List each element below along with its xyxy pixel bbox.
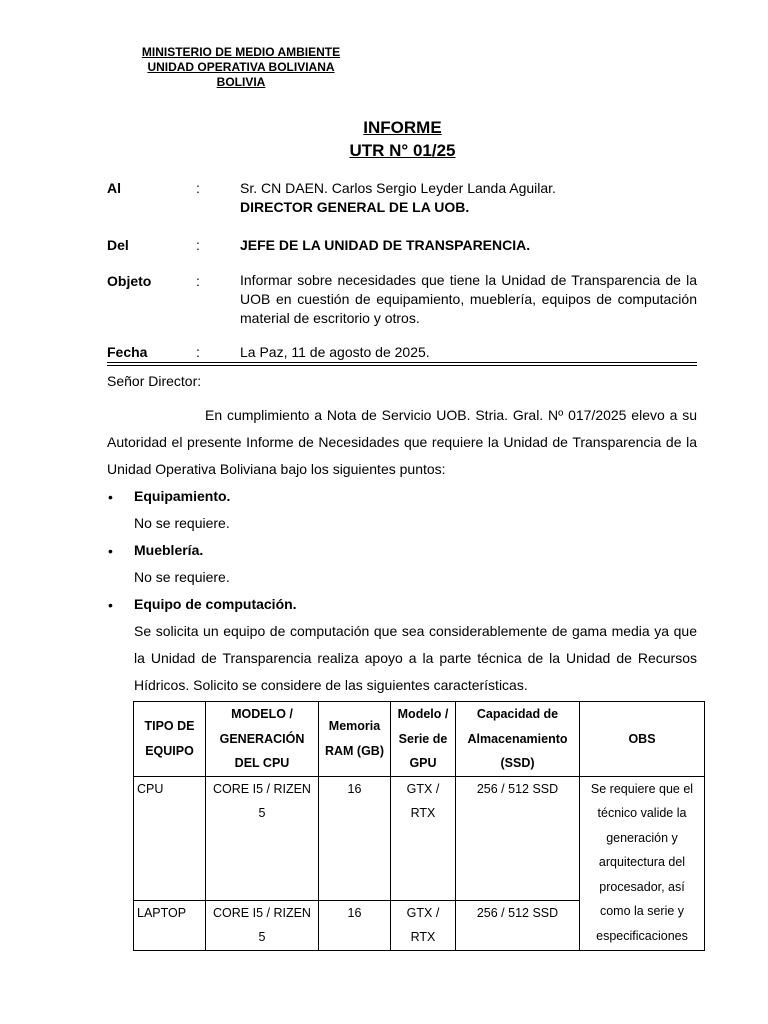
cell-ssd: 256 / 512 SSD xyxy=(456,900,580,950)
header-ram: Memoria RAM (GB) xyxy=(319,702,391,777)
cell-ram: 16 xyxy=(319,900,391,950)
header-modelo: MODELO / GENERACIÓN DEL CPU xyxy=(206,702,319,777)
country-name: BOLIVIA xyxy=(216,75,266,89)
al-label: Al xyxy=(107,180,121,196)
document-title: INFORME xyxy=(363,118,442,137)
item-title-muebleria: Mueblería. xyxy=(134,542,204,558)
cell-obs: Se requiere que el técnico valide la generación y arquitectura del procesador, así como la serie y especificaciones xyxy=(580,776,705,950)
cell-modelo: CORE I5 / RIZEN 5 xyxy=(206,776,319,900)
objeto-value: Informar sobre necesidades que tiene la Unidad de Transparencia de la UOB en cuestión de equipamiento, mueblería, equipos de computación material de escritorio y otros. xyxy=(240,272,697,326)
header-ssd: Capacidad de Almacenamiento (SSD) xyxy=(456,702,580,777)
bullet-icon: • xyxy=(108,597,113,613)
item-title-equipamiento: Equipamiento. xyxy=(134,488,231,504)
del-label: Del xyxy=(107,237,129,253)
header-divider-top xyxy=(107,362,697,363)
table-header-row xyxy=(134,702,705,777)
cell-ram: 16 xyxy=(319,776,391,900)
cell-gpu: GTX / RTX xyxy=(391,900,456,950)
objeto-label: Objeto xyxy=(107,273,152,289)
objeto-colon: : xyxy=(196,273,200,289)
cell-gpu: GTX / RTX xyxy=(391,776,456,900)
al-position: DIRECTOR GENERAL DE LA UOB. xyxy=(240,199,470,215)
fecha-colon: : xyxy=(196,344,200,360)
salutation: Señor Director: xyxy=(107,373,202,389)
del-colon: : xyxy=(196,237,200,253)
del-value: JEFE DE LA UNIDAD DE TRANSPARENCIA. xyxy=(240,237,531,253)
item-text-computacion: Se solicita un equipo de computación que sea considerablemente de gama media ya que la Unidad de Transparencia realiza apoyo a la parte técnica de la Unidad de Recursos Hídricos. Solicito se considere de las siguientes características. xyxy=(134,623,697,693)
header-gpu: Modelo / Serie de GPU xyxy=(391,702,456,777)
table-row xyxy=(134,776,705,900)
al-recipient: Sr. CN DAEN. Carlos Sergio Leyder Landa Aguilar. xyxy=(240,180,556,196)
fecha-label: Fecha xyxy=(107,344,148,360)
ministry-name: MINISTERIO DE MEDIO AMBIENTE xyxy=(141,45,341,59)
bullet-icon: • xyxy=(108,489,113,505)
cell-tipo: CPU xyxy=(134,776,206,900)
header-obs: OBS xyxy=(580,702,705,777)
cell-tipo: LAPTOP xyxy=(134,900,206,950)
header-divider-bottom xyxy=(107,365,697,366)
unit-name: UNIDAD OPERATIVA BOLIVIANA xyxy=(147,60,335,74)
item-text-muebleria: No se requiere. xyxy=(134,569,230,585)
intro-paragraph: En cumplimiento a Nota de Servicio UOB. Stria. Gral. Nº 017/2025 elevo a su Autoridad el presente Informe de Necesidades que requiere la Unidad de Transparencia de la Unidad Operativa Boliviana bajo los siguientes puntos: xyxy=(107,407,697,477)
requirements-table xyxy=(133,701,705,951)
cell-ssd: 256 / 512 SSD xyxy=(456,776,580,900)
al-value xyxy=(240,179,697,217)
header-tipo: TIPO DE EQUIPO xyxy=(134,702,206,777)
item-title-computacion: Equipo de computación. xyxy=(134,596,297,612)
item-text-equipamiento: No se requiere. xyxy=(134,515,230,531)
al-colon: : xyxy=(196,180,200,196)
fecha-value: La Paz, 11 de agosto de 2025. xyxy=(240,344,430,360)
bullet-icon: • xyxy=(108,543,113,559)
cell-modelo: CORE I5 / RIZEN 5 xyxy=(206,900,319,950)
document-number: UTR N° 01/25 xyxy=(349,141,456,160)
